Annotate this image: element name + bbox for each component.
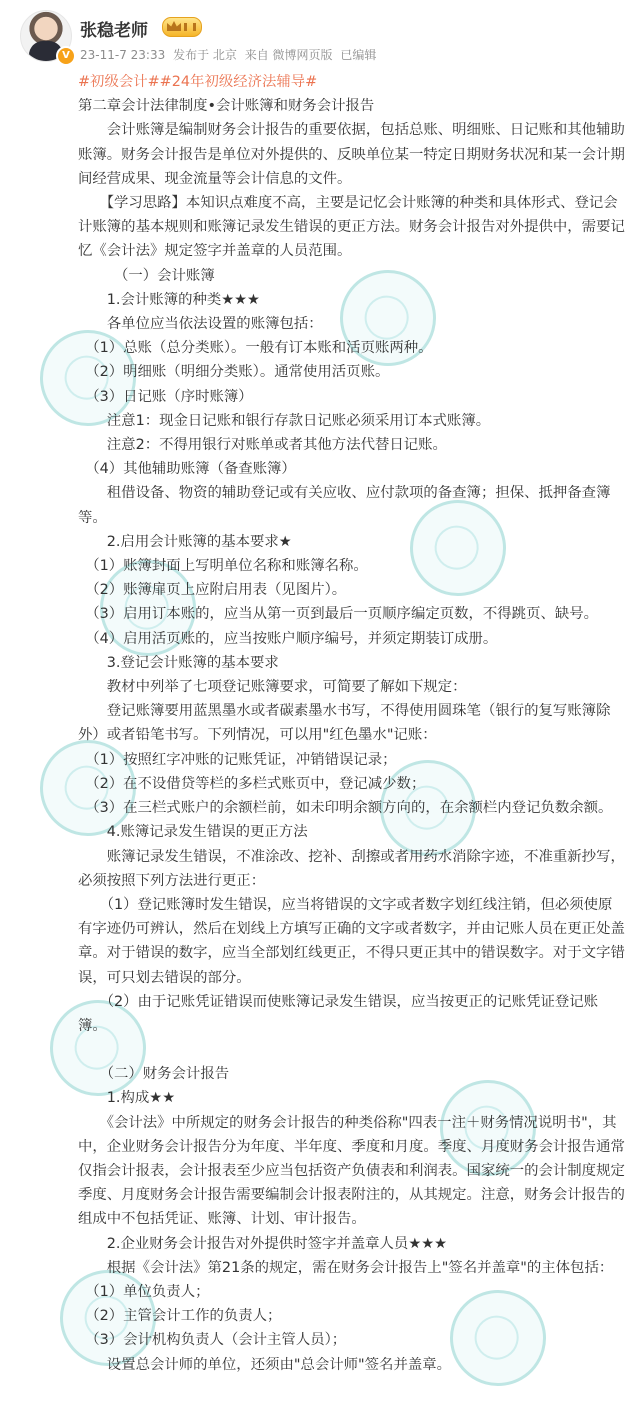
post-paragraph: （1）单位负责人； bbox=[78, 1283, 210, 1300]
post-paragraph: 登记账簿要用蓝黑墨水或者碳素墨水书写，不得使用圆珠笔（银行的复写账簿除外）或者铅笔书写。下列情况，可以用"红色墨水"记账： bbox=[78, 703, 611, 744]
post-paragraph: （1）总账（总分类账）。一般有订本账和活页账两种。 bbox=[78, 340, 433, 357]
post-content bbox=[78, 70, 626, 1377]
post-paragraph: 1.会计账簿的种类★★★ bbox=[78, 291, 260, 308]
post-edited[interactable]: 已编辑 bbox=[340, 48, 377, 62]
post-paragraph: 租借设备、物资的辅助登记或有关应收、应付款项的备查簿；担保、抵押备查簿等。 bbox=[78, 485, 611, 526]
post-paragraph: （一）会计账簿 bbox=[78, 267, 215, 284]
post-paragraph: 会计账簿是编制财务会计报告的重要依据，包括总账、明细账、日记账和其他辅助账簿。财务会计报告是单位对外提供的、反映单位某一特定日期财务状况和某一会计期间经营成果、现金流量等会计信息的文件。 bbox=[78, 122, 625, 187]
post-paragraph: （2）明细账（明细分类账）。通常使用活页账。 bbox=[78, 364, 390, 381]
post-paragraph: 2.启用会计账簿的基本要求★ bbox=[78, 533, 292, 550]
post-header bbox=[20, 10, 620, 70]
post-paragraph: 4.账簿记录发生错误的更正方法 bbox=[78, 824, 308, 841]
post-meta bbox=[80, 46, 380, 63]
post-paragraph: （4）其他辅助账簿（备查账簿） bbox=[78, 461, 296, 478]
post-paragraph: 设置总会计师的单位，还须由"总会计师"签名并盖章。 bbox=[78, 1356, 452, 1373]
post-paragraph: 根据《会计法》第21条的规定，需在财务会计报告上"签名并盖章"的主体包括： bbox=[78, 1259, 614, 1276]
post-paragraph: （1）账簿封面上写明单位名称和账簿名称。 bbox=[78, 558, 368, 575]
post-paragraph: （3）在三栏式账户的余额栏前，如未印明余额方向的，在余额栏内登记负数余额。 bbox=[78, 800, 613, 817]
post-paragraph bbox=[78, 1038, 626, 1062]
post-paragraph: 注意2：不得用银行对账单或者其他方法代替日记账。 bbox=[78, 437, 447, 454]
post-paragraph: （3）启用订本账的，应当从第一页到最后一页顺序编定页数，不得跳页、缺号。 bbox=[78, 606, 599, 623]
post-location: 发布于 北京 bbox=[173, 48, 237, 62]
post-heading: 第二章会计法律制度•会计账簿和财务会计报告 bbox=[78, 98, 375, 115]
post-paragraph: 【学习思路】本知识点难度不高，主要是记忆会计账簿的种类和具体形式、登记会计账簿的基本规则和账簿记录发生错误的更正方法。财务会计报告对外提供中，需要记忆《会计法》规定签字并盖章的人员范围。 bbox=[78, 195, 625, 260]
post-timestamp[interactable]: 23-11-7 23:33 bbox=[80, 48, 166, 62]
post-paragraph: （2）主管会计工作的负责人； bbox=[78, 1308, 282, 1325]
post-paragraph: 2.企业财务会计报告对外提供时签字并盖章人员★★★ bbox=[78, 1235, 448, 1252]
author-name[interactable]: 张稳老师 bbox=[80, 21, 148, 41]
post-paragraph: （3）日记账（序时账簿） bbox=[78, 388, 253, 405]
post-paragraph: （2）由于记账凭证错误而使账簿记录发生错误，应当按更正的记账凭证登记账簿。 bbox=[78, 993, 599, 1034]
post-paragraph: 3.登记会计账簿的基本要求 bbox=[78, 654, 279, 671]
post-paragraph: （2）账簿扉页上应附启用表（见图片）。 bbox=[78, 582, 347, 599]
post-paragraph: 各单位应当依法设置的账簿包括： bbox=[78, 316, 323, 333]
post-paragraph: （1）登记账簿时发生错误，应当将错误的文字或者数字划红线注销，但必须使原有字迹仍可辨认，然后在划线上方填写正确的文字或者数字，并由记账人员在更正处盖章。对于错误的数字，应当全部划红线更正，不得只更正其中的错误数字。对于文字错误，可只划去错误的部分。 bbox=[78, 896, 625, 986]
post-paragraph: 账簿记录发生错误，不准涂改、挖补、刮擦或者用药水消除字迹，不准重新抄写，必须按照下列方法进行更正： bbox=[78, 848, 625, 889]
post-paragraph: 1.构成★★ bbox=[78, 1090, 176, 1107]
post-paragraph: （4）启用活页账的，应当按账户顺序编号，并须定期装订成册。 bbox=[78, 630, 498, 647]
verified-v-icon: V bbox=[56, 46, 76, 66]
post-paragraph: （1）按照红字冲账的记账凭证，冲销错误记录； bbox=[78, 751, 397, 768]
post-paragraph: （3）会计机构负责人（会计主管人员）； bbox=[78, 1332, 347, 1349]
post-tags[interactable]: #初级会计##24年初级经济法辅导# bbox=[78, 74, 318, 90]
post-paragraph: （二）财务会计报告 bbox=[78, 1066, 230, 1083]
post-paragraph: 《会计法》中所规定的财务会计报告的种类俗称"四表一注＋财务情况说明书"，其中，企业财务会计报告分为年度、半年度、季度和月度。季度、月度财务会计报告通常仅指会计报表，会计报表至少应当包括资产负债表和利润表。国家统一的会计制度规定季度、月度财务会计报告需要编制会计报表附注的，从其规定。注意，财务会计报告的组成中不包括凭证、账簿、计划、审计报告。 bbox=[78, 1114, 625, 1228]
post-source: 来自 微博网页版 bbox=[244, 48, 333, 62]
vip-crown-icon[interactable] bbox=[162, 17, 202, 37]
post-paragraph: 教材中列举了七项登记账簿要求，可简要了解如下规定： bbox=[78, 679, 467, 696]
post-paragraph: 注意1：现金日记账和银行存款日记账必须采用订本式账簿。 bbox=[78, 412, 491, 429]
post-paragraph: （2）在不设借贷等栏的多栏式账页中，登记减少数； bbox=[78, 775, 426, 792]
